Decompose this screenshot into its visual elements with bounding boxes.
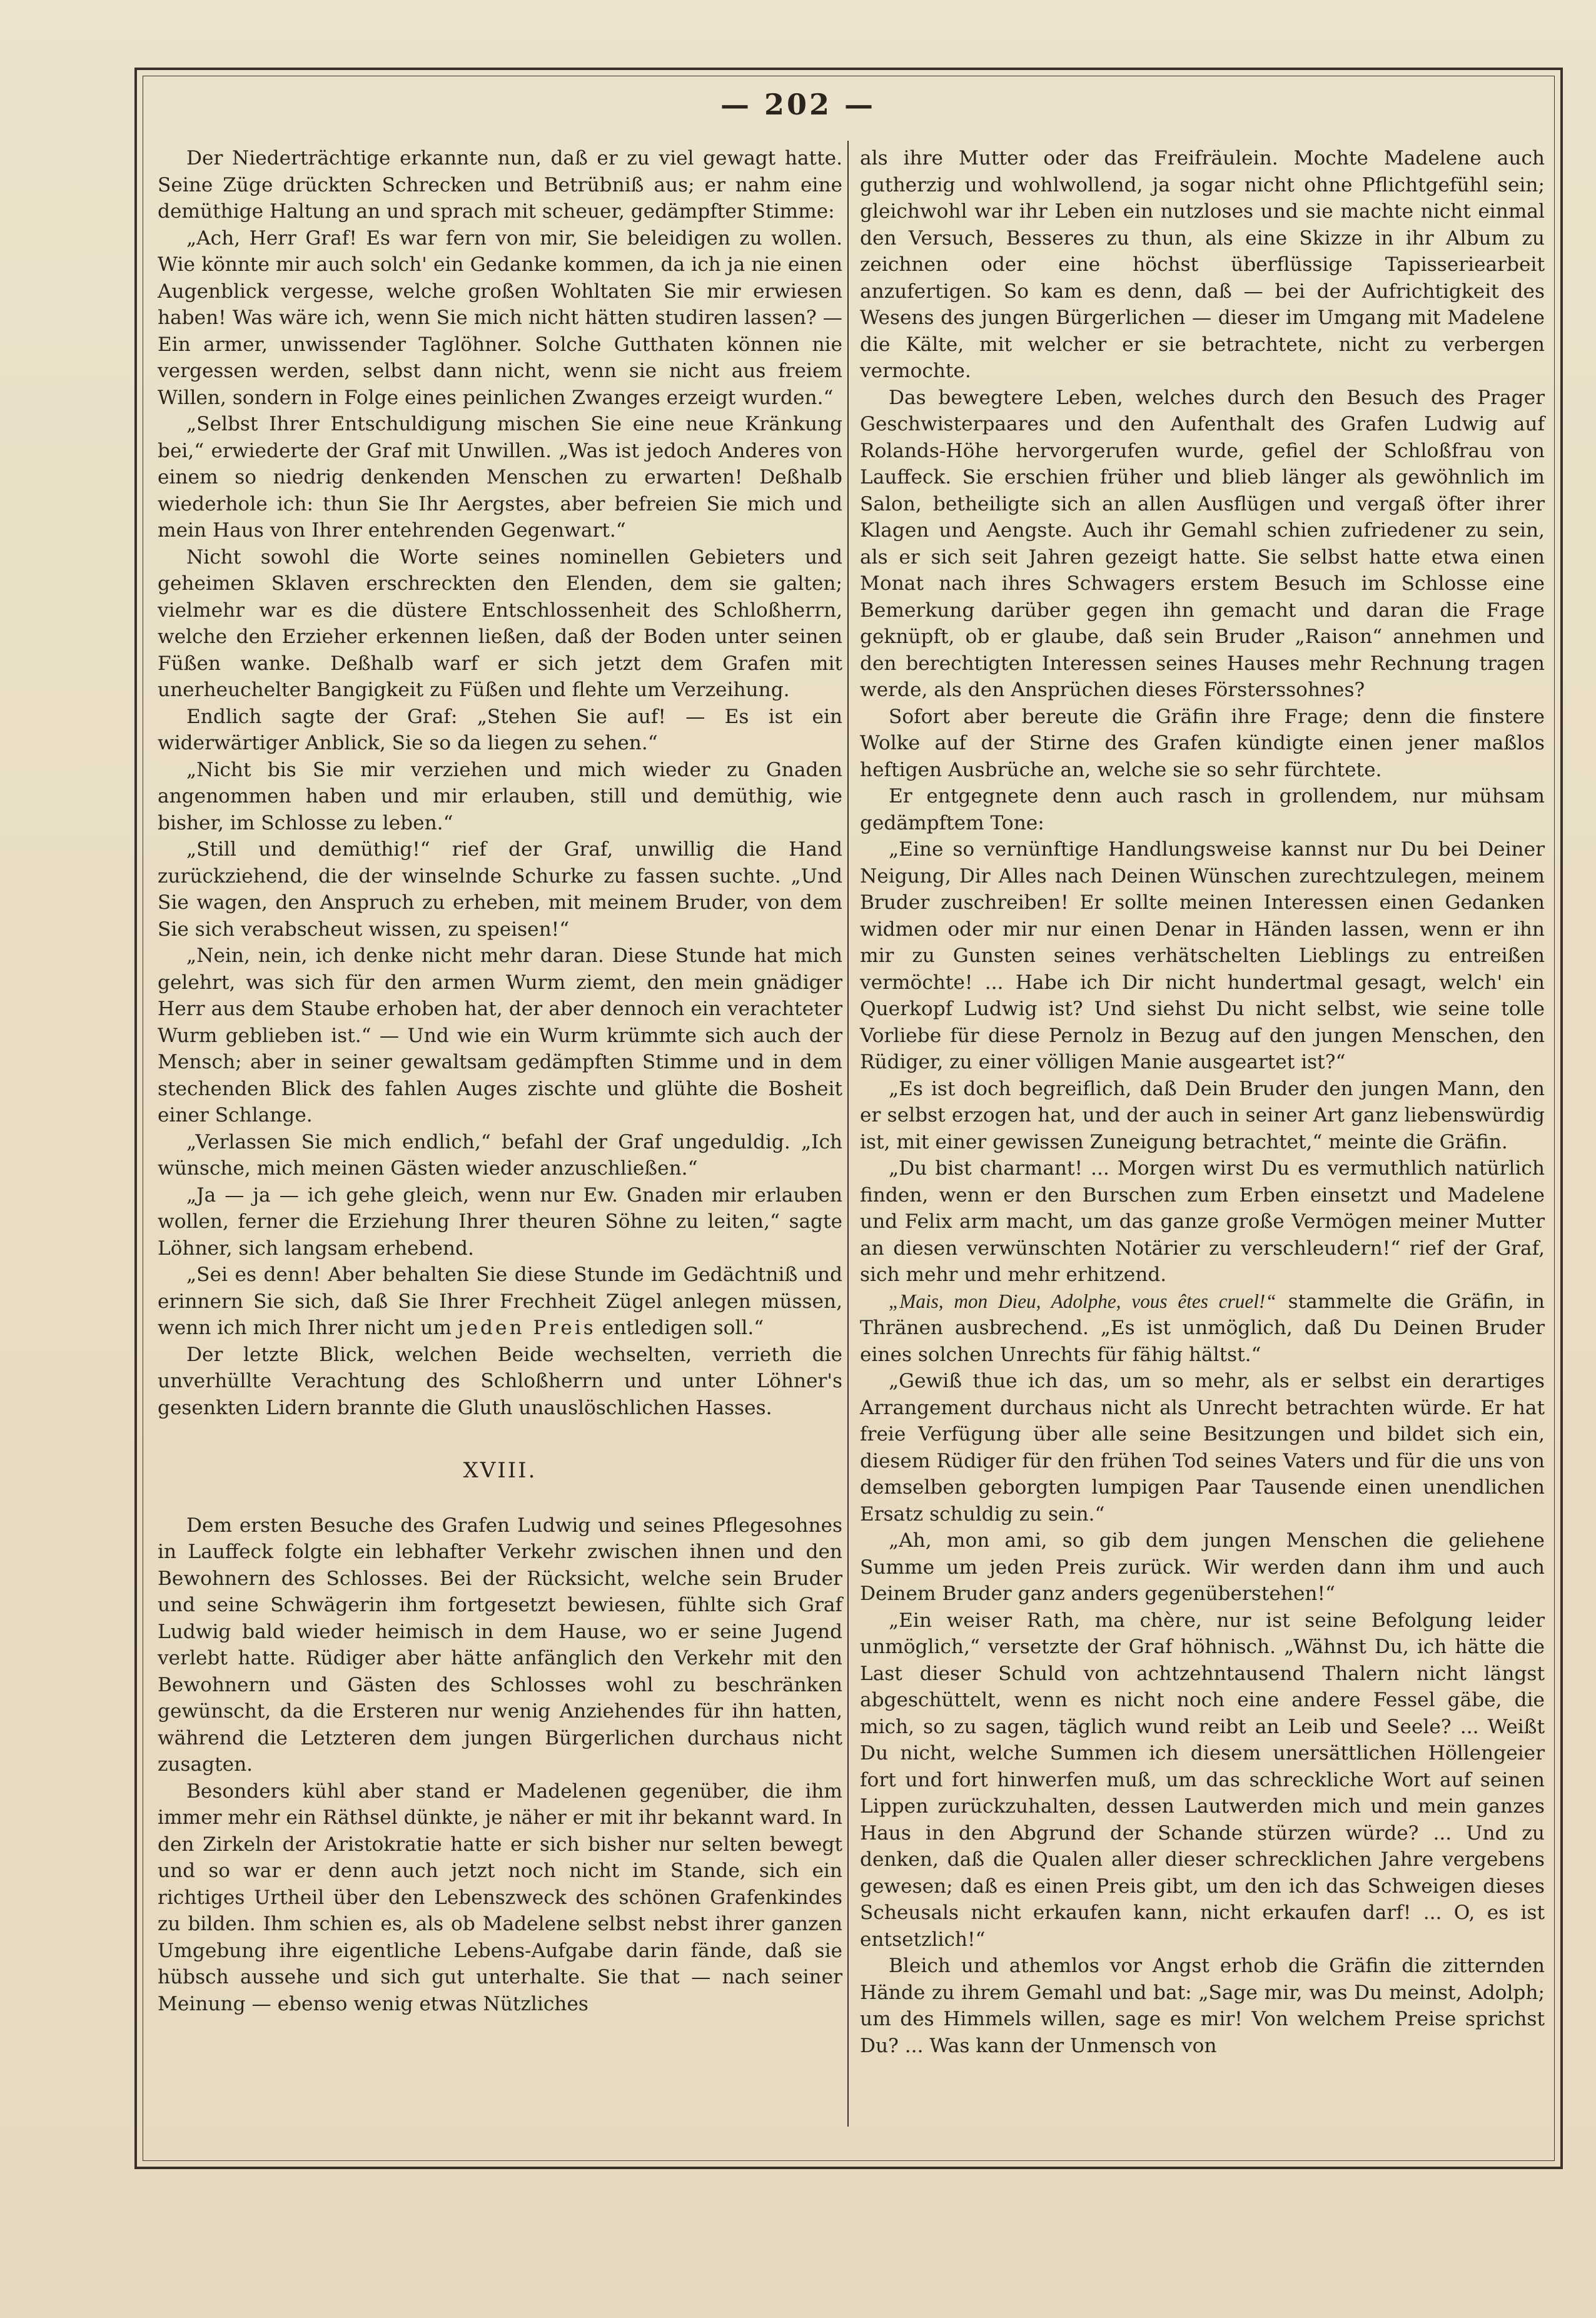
- page-number: — 202 —: [720, 88, 876, 121]
- paragraph: „Ein weiser Rath, ma chère, nur ist seine Befolgung leider unmöglich,“ versetzte der Graf höhnisch. „Wähnst Du, ich hätte die Last dieser Schuld von achtzehntausend Thalern nicht längst abgeschüttelt, wenn es nicht noch eine andere Fessel gäbe, die mich, so zu sagen, täglich wund reibt an Leib und Seele? ... Weißt Du nicht, welche Summen ich diesem unersättlichen Höllengeier fort und fort hinwerfen muß, um das schreckliche Wort auf seinen Lippen zurückzuhalten, dessen Lautwerden mich und mein ganzes Haus in den Abgrund der Schande stürzen würde? ... Und zu denken, daß die Qualen aller dieser schrecklichen Jahre vergebens gewesen; daß es einen Preis gibt, um den ich das Schweigen dieses Scheusals nicht erkaufen kann, nicht erkaufen darf! ... O, es ist entsetzlich!“: [860, 1609, 1545, 1951]
- text-run: stammelte die Gräfin, in Thränen ausbrechend. „Es ist unmöglich, daß Du Deinen Bruder eines solchen Unrechts für fähig hältst.“: [860, 1290, 1545, 1366]
- paragraph: „Ah, mon ami, so gib dem jungen Menschen die geliehene Summe um jeden Preis zurück. Wir werden dann ihm und auch Deinem Bruder ganz anders gegenüberstehen!“: [860, 1529, 1545, 1605]
- text-run: entledigen soll.“: [595, 1317, 764, 1339]
- paragraph: [158, 1262, 842, 1342]
- emphasized-text: jeden Preis: [457, 1317, 596, 1339]
- paragraph: Besonders kühl aber stand er Madelenen gegenüber, die ihm immer mehr ein Räthsel dünkte, je näher er mit ihr bekannt ward. In den Zirkeln der Aristokratie hatte er sich bisher nur selten bewegt und so war er denn auch jetzt noch nicht im Stande, sich ein richtiges Urtheil über den Lebenszweck des schönen Grafenkindes zu bilden. Ihm schien es, als ob Madelene selbst nebst ihrer ganzen Umgebung ihre eigentliche Lebens-Aufgabe darin fände, daß sie hübsch aussehe und sich gut unterhalte. Sie that — nach seiner Meinung — ebenso wenig etwas Nützliches: [158, 1779, 842, 2015]
- paragraph: „Ach, Herr Graf! Es war fern von mir, Sie beleidigen zu wollen. Wie könnte mir auch solch' ein Gedanke kommen, da ich ja nie einen Augenblick vergesse, welche großen Wohltaten Sie mir erwiesen haben! Was wäre ich, wenn Sie mich nicht hätten studiren lassen? — Ein armer, unwissender Taglöhner. Solche Gutthaten können nie vergessen werden, selbst dann nicht, wenn sie nicht aus freiem Willen, sondern in Folge eines peinlichen Zwanges erzeigt wurden.“: [158, 226, 842, 409]
- paragraph: Sofort aber bereute die Gräfin ihre Frage; denn die finstere Wolke auf der Stirne des Grafen kündigte einen jener maßlos heftigen Ausbrüche an, welche sie so sehr fürchtete.: [860, 705, 1545, 781]
- paragraph: „Eine so vernünftige Handlungsweise kannst nur Du bei Deiner Neigung, Dir Alles nach Deinen Wünschen zurechtzulegen, meinem Bruder zuschreiben! Er sollte meinen Interessen einen Gedanken widmen oder mir nur einen Denar in Händen lassen, wenn er ihn mir zu Gunsten seines verhätschelten Lieblings zu entreißen vermöchte! ... Habe ich Dir nicht hundertmal gesagt, welch' ein Querkopf Ludwig ist? Und siehst Du nicht selbst, wie seine tolle Vorliebe für diese Pernolz in Bezug auf den jungen Menschen, den Rüdiger, zu einer völligen Manie ausgeartet ist?“: [860, 838, 1545, 1073]
- paragraph: Er entgegnete denn auch rasch in grollendem, nur mühsam gedämpftem Tone:: [860, 785, 1545, 834]
- paragraph: „Gewiß thue ich das, um so mehr, als er selbst ein derartiges Arrangement durchaus nicht als Unrecht betrachten würde. Er hat freie Verfügung über alle seine Besitzungen und bildet sich ein, diesem Rüdiger für den frühen Tod seines Vaters und für die uns von demselben geborgten lumpigen Paar Tausende einen unendlichen Ersatz schuldig zu sein.“: [860, 1370, 1545, 1526]
- paragraph: „Nicht bis Sie mir verziehen und mich wieder zu Gnaden angenommen haben und mir erlauben, still und demüthig, wie bisher, im Schlosse zu leben.“: [158, 758, 842, 834]
- paragraph: „Still und demüthig!“ rief der Graf, unwillig die Hand zurückziehend, die der winselnde Schurke zu fassen suchte. „Und Sie wagen, den Anspruch zu erheben, mit meinem Bruder, von dem Sie sich verabscheut wissen, zu speisen!“: [158, 838, 842, 941]
- paragraph: „Ja — ja — ich gehe gleich, wenn nur Ew. Gnaden mir erlauben wollen, ferner die Erziehung Ihrer theuren Söhne zu leiten,“ sagte Löhner, sich langsam erhebend.: [158, 1183, 842, 1260]
- paragraph: „Verlassen Sie mich endlich,“ befahl der Graf ungeduldig. „Ich wünsche, mich meinen Gästen wieder anzuschließen.“: [158, 1130, 842, 1180]
- paragraph: Der Niederträchtige erkannte nun, daß er zu viel gewagt hatte. Seine Züge drückten Schrecken und Betrübniß aus; er nahm eine demüthige Haltung an und sprach mit scheuer, gedämpfter Stimme:: [158, 147, 842, 223]
- text-run: „Sei es denn! Aber behalten Sie diese Stunde im Gedächtniß und erinnern Sie sich, daß Sie Ihrer Frechheit Zügel anlegen müssen, wenn ich mich Ihrer nicht um: [158, 1263, 842, 1339]
- paragraph: als ihre Mutter oder das Freifräulein. Mochte Madelene auch gutherzig und wohlwollend, ja sogar nicht ohne Pflichtgefühl sein; gleichwohl war ihr Leben ein nutzloses und sie machte nicht einmal den Versuch, Besseres zu thun, als eine Skizze in ihr Album zu zeichnen oder eine höchst überflüssige Tapisseriearbeit anzufertigen. So kam es denn, daß — bei der Aufrichtigkeit des Wesens des jungen Bürgerlichen — dieser im Umgang mit Madelene die Kälte, mit welcher er sie betrachtete, nicht zu verbergen vermochte.: [860, 147, 1545, 382]
- paragraph: Dem ersten Besuche des Grafen Ludwig und seines Pflegesohnes in Lauffeck folgte ein lebhafter Verkehr zwischen ihnen und den Bewohnern des Schlosses. Bei der Rücksicht, welche sein Bruder und seine Schwägerin ihm fortgesetzt bewiesen, fühlte sich Graf Ludwig bald wieder heimisch in dem Hause, wo er seine Jugend verlebt hatte. Rüdiger aber hätte anfänglich den Verkehr mit den Bewohnern und Gästen des Schlosses wohl zu beschränken gewünscht, da die Ersteren nur wenig Anziehendes für ihn hatten, während die Letzteren dem jungen Bürgerlichen durchaus nicht zusagten.: [158, 1514, 842, 1776]
- paragraph: [860, 1288, 1545, 1369]
- paragraph: Nicht sowohl die Worte seines nominellen Gebieters und geheimen Sklaven erschreckten den Elenden, dem sie galten; vielmehr war es die düstere Entschlossenheit des Schloßherrn, welche den Erzieher erkennen ließen, daß der Boden unter seinen Füßen wanke. Deßhalb warf er sich jetzt dem Grafen mit unerheuchelter Bangigkeit zu Füßen und flehte um Verzeihung.: [158, 545, 842, 701]
- paragraph: Das bewegtere Leben, welches durch den Besuch des Prager Geschwisterpaares und den Aufenthalt des Grafen Ludwig auf Rolands-Höhe hervorgerufen wurde, gefiel der Schloßfrau von Lauffeck. Sie erschien früher und blieb länger als gewöhnlich im Salon, betheiligte sich an allen Ausflügen und vergaß öfter ihrer Klagen und Aengste. Auch ihr Gemahl schien zufriedener zu sein, als er sich seit Jahren gezeigt hatte. Sie selbst hatte etwa einen Monat nach ihres Schwagers erstem Besuch im Schlosse eine Bemerkung darüber gegen ihn gemacht und daran die Frage geknüpft, ob er glaube, daß sein Bruder „Raison“ annehmen und den berechtigten Interessen seines Hauses mehr Rechnung tragen werde, als den Ansprüchen dieses Försterssohnes?: [860, 386, 1545, 701]
- column-divider: [847, 141, 849, 2127]
- paragraph: Endlich sagte der Graf: „Stehen Sie auf! — Es ist ein widerwärtiger Anblick, Sie so da liegen zu sehen.“: [158, 705, 842, 754]
- chapter-heading: XVIII.: [463, 1458, 537, 1483]
- paragraph: Bleich und athemlos vor Angst erhob die Gräfin die zitternden Hände zu ihrem Gemahl und bat: „Sage mir, was Du meinst, Adolph; um des Himmels willen, sage es mir! Von welchem Preise sprichst Du? ... Was kann der Unmensch von: [860, 1955, 1545, 2057]
- french-text: „Mais, mon Dieu, Adolphe, vous êtes cruel!“: [889, 1290, 1276, 1312]
- paragraph: „Nein, nein, ich denke nicht mehr daran. Diese Stunde hat mich gelehrt, was sich für den armen Wurm ziemt, den mein gnädiger Herr aus dem Staube erhoben hat, der aber dennoch ein verachteter Wurm geblieben ist.“ — Und wie ein Wurm krümmte sich auch der Mensch; aber in seiner gewaltsam gedämpften Stimme und in dem stechenden Blick des fahlen Auges zischte und glühte die Bosheit einer Schlange.: [158, 944, 842, 1126]
- paragraph: „Du bist charmant! ... Morgen wirst Du es vermuthlich natürlich finden, wenn er den Burschen zum Erben einsetzt und Madelene und Felix arm macht, um das ganze große Vermögen meiner Mutter an diesen verwünschten Notärier zu verschleudern!“ rief der Graf, sich mehr und mehr erhitzend.: [860, 1157, 1545, 1286]
- paragraph: „Es ist doch begreiflich, daß Dein Bruder den jungen Mann, den er selbst erzogen hat, und der auch in seiner Art ganz liebenswürdig ist, mit einer gewissen Zuneigung betrachtet,“ meinte die Gräfin.: [860, 1077, 1545, 1153]
- right-column: [860, 145, 1545, 2059]
- left-column: [158, 145, 842, 2017]
- paragraph: Der letzte Blick, welchen Beide wechselten, verrieth die unverhüllte Verachtung des Schloßherrn und unter Löhner's gesenkten Lidern brannte die Gluth unauslöschlichen Hasses.: [158, 1343, 842, 1419]
- paragraph: „Selbst Ihrer Entschuldigung mischen Sie eine neue Kränkung bei,“ erwiederte der Graf mit Unwillen. „Was ist jedoch Anderes von einem so niedrig denkenden Menschen zu erwarten! Deßhalb wiederhole ich: thun Sie Ihr Aergstes, aber befreien Sie mich und mein Haus von Ihrer entehrenden Gegenwart.“: [158, 413, 842, 542]
